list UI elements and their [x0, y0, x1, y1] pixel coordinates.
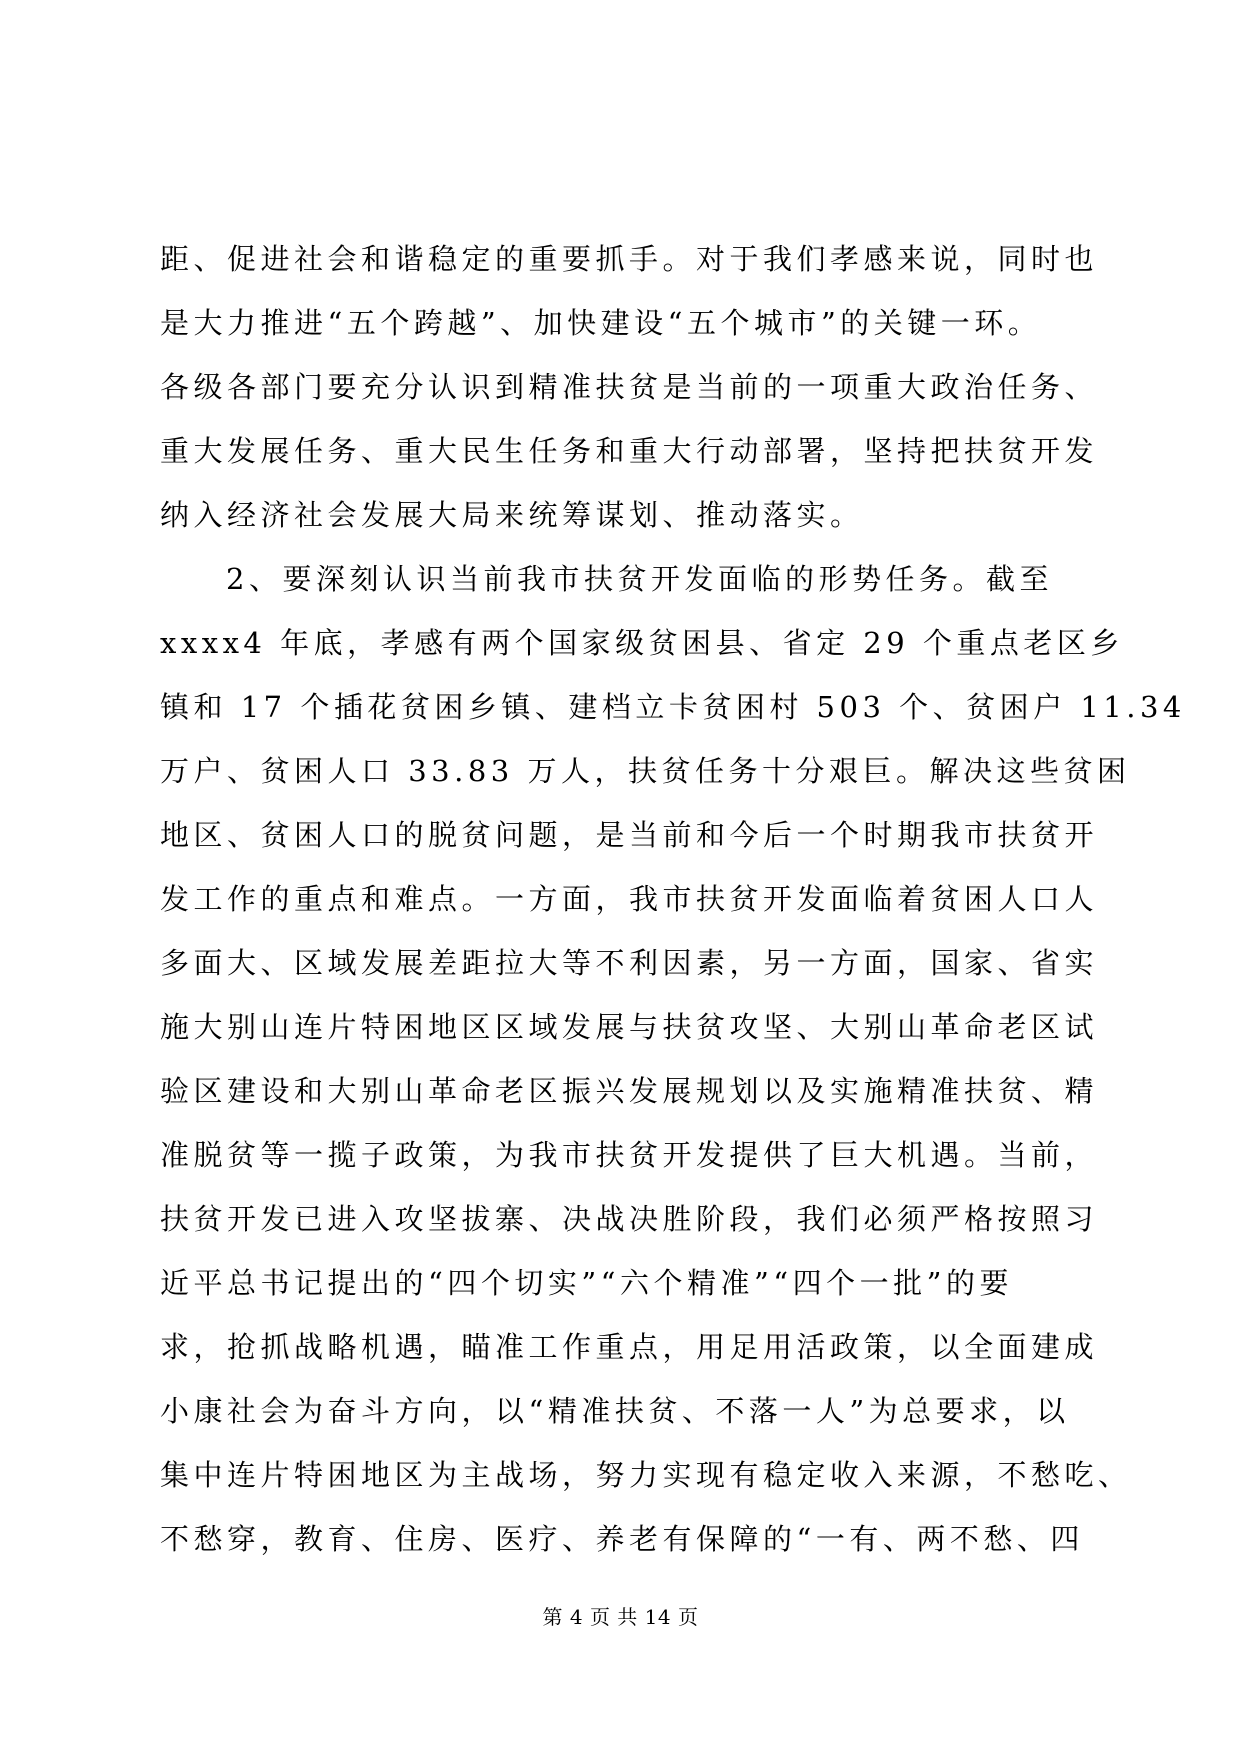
text-line: 距、促进社会和谐稳定的重要抓手。对于我们孝感来说，同时也	[160, 242, 1099, 276]
text-line: 求，抢抓战略机遇，瞄准工作重点，用足用活政策，以全面建成	[160, 1330, 1099, 1364]
text-line: 小康社会为奋斗方向，以“精准扶贫、不落一人”为总要求，以	[160, 1394, 1070, 1428]
text-line: 纳入经济社会发展大局来统筹谋划、推动落实。	[160, 498, 864, 532]
text-line: 不愁穿，教育、住房、医疗、养老有保障的“一有、两不愁、四	[160, 1522, 1084, 1556]
text-line: 重大发展任务、重大民生任务和重大行动部署，坚持把扶贫开发	[160, 434, 1099, 468]
text-line: 发工作的重点和难点。一方面，我市扶贫开发面临着贫困人口人	[160, 882, 1099, 916]
text-line: 扶贫开发已进入攻坚拔寨、决战决胜阶段，我们必须严格按照习	[160, 1202, 1099, 1236]
body-text	[160, 234, 1186, 1578]
text-line: 万户、贫困人口 33.83 万人，扶贫任务十分艰巨。解决这些贫困	[160, 754, 1131, 788]
text-line: 验区建设和大别山革命老区振兴发展规划以及实施精准扶贫、精	[160, 1074, 1099, 1108]
page-number-footer: 第 4 页 共 14 页	[542, 1605, 699, 1629]
text-line: 镇和 17 个插花贫困乡镇、建档立卡贫困村 503 个、贫困户 11.34	[160, 690, 1186, 724]
paragraph-start-line: 2、要深刻认识当前我市扶贫开发面临的形势任务。截至	[226, 562, 1053, 596]
text-line: xxxx4 年底，孝感有两个国家级贫困县、省定 29 个重点老区乡	[160, 626, 1124, 660]
text-line: 准脱贫等一揽子政策，为我市扶贫开发提供了巨大机遇。当前，	[160, 1138, 1099, 1172]
text-line: 近平总书记提出的“四个切实”“六个精准”“四个一批”的要	[160, 1266, 1013, 1300]
text-line: 地区、贫困人口的脱贫问题，是当前和今后一个时期我市扶贫开	[160, 818, 1099, 852]
text-line: 各级各部门要充分认识到精准扶贫是当前的一项重大政治任务、	[160, 370, 1099, 404]
text-line: 是大力推进“五个跨越”、加快建设“五个城市”的关键一环。	[160, 306, 1042, 340]
text-line: 施大别山连片特困地区区域发展与扶贫攻坚、大别山革命老区试	[160, 1010, 1099, 1044]
text-line: 集中连片特困地区为主战场，努力实现有稳定收入来源，不愁吃、	[160, 1458, 1132, 1492]
text-line: 多面大、区域发展差距拉大等不利因素，另一方面，国家、省实	[160, 946, 1099, 980]
